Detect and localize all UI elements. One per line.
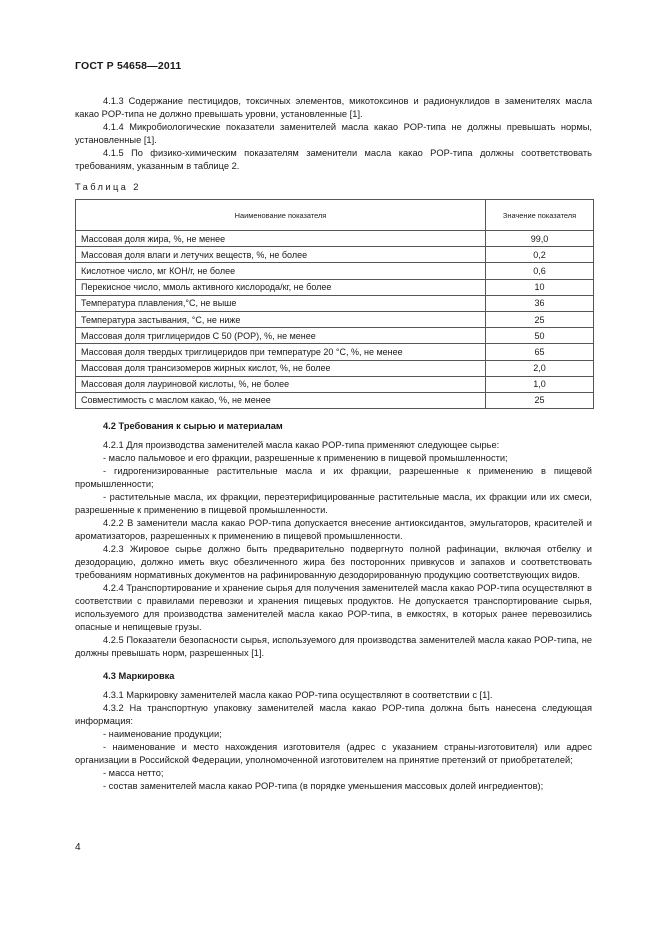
body-sections	[75, 420, 592, 793]
indicator-value: 0,2	[486, 247, 594, 263]
indicator-value: 50	[486, 328, 594, 344]
page-number: 4	[75, 842, 81, 853]
indicator-name: Кислотное число, мг КОН/г, не более	[76, 263, 486, 279]
indicator-name: Массовая доля трансизомеров жирных кислот, %, не более	[76, 360, 486, 376]
list-item: - масло пальмовое и его фракции, разрешенные к применению в пищевой промышленности;	[103, 453, 508, 463]
paragraph-4-2-2: 4.2.2 В заменители масла какао POP-типа допускается внесение антиоксидантов, эмульгаторов, красителей и ароматизаторов, разрешенных к применению в пищевой промышленности.	[75, 518, 592, 541]
table-row	[76, 231, 594, 247]
indicator-name: Массовая доля жира, %, не менее	[76, 231, 486, 247]
indicators-table	[75, 199, 594, 409]
column-header-name: Наименование показателя	[76, 200, 486, 231]
indicator-value: 36	[486, 295, 594, 311]
indicator-name: Массовая доля влаги и летучих веществ, %, не более	[76, 247, 486, 263]
table-row	[76, 392, 594, 408]
section-heading-4-2: 4.2 Требования к сырью и материалам	[103, 421, 283, 431]
indicator-name: Температура плавления,°С, не выше	[76, 295, 486, 311]
indicator-value: 1,0	[486, 376, 594, 392]
document-title: ГОСТ Р 54658—2011	[75, 60, 182, 72]
list-item: - наименование и место нахождения изготовителя (адрес с указанием страны-изготовителя) или адрес организации в Российской Федерации, уполномоченной изготовителем на принятие претензий от приобретателей;	[75, 742, 592, 765]
indicator-value: 0,6	[486, 263, 594, 279]
indicator-value: 25	[486, 392, 594, 408]
paragraph-4-3-1: 4.3.1 Маркировку заменителей масла какао POP-типа осуществляют в соответствии с [1].	[103, 690, 493, 700]
table-row	[76, 279, 594, 295]
list-item: - масса нетто;	[103, 768, 164, 778]
list-item: - состав заменителей масла какао POP-типа (в порядке уменьшения массовых долей ингредиентов);	[103, 781, 544, 791]
indicator-name: Массовая доля триглицеридов С 50 (POP), %, не менее	[76, 328, 486, 344]
section-heading-4-3: 4.3 Маркировка	[103, 671, 175, 681]
list-item: - наименование продукции;	[103, 729, 222, 739]
table-row	[76, 328, 594, 344]
indicator-name: Совместимость с маслом какао, %, не менее	[76, 392, 486, 408]
table-row	[76, 247, 594, 263]
indicator-name: Температура застывания, °С, не ниже	[76, 311, 486, 327]
paragraph-4-1-5: 4.1.5 По физико-химическим показателям заменители масла какао POP-типа должны соответствовать требованиям, указанным в таблице 2.	[75, 148, 592, 171]
indicator-name: Перекисное число, ммоль активного кислорода/кг, не более	[76, 279, 486, 295]
indicator-name: Массовая доля твердых триглицеридов при температуре 20 °С, %, не менее	[76, 344, 486, 360]
paragraph-4-1-3: 4.1.3 Содержание пестицидов, токсичных элементов, микотоксинов и радионуклидов в заменителях масла какао POP-типа не должно превышать уровни, установленные [1].	[75, 96, 592, 119]
table-row	[76, 376, 594, 392]
paragraph-4-2-5: 4.2.5 Показатели безопасности сырья, используемого для производства заменителей масла какао POP-типа, не должны превышать норм, разрешенных [1].	[75, 635, 592, 658]
table-row	[76, 263, 594, 279]
paragraph-4-1-4: 4.1.4 Микробиологические показатели заменителей масла какао POP-типа не должны превышать нормы, установленные [1].	[75, 122, 592, 145]
indicator-value: 65	[486, 344, 594, 360]
indicator-name: Массовая доля лауриновой кислоты, %, не более	[76, 376, 486, 392]
table-row	[76, 311, 594, 327]
table-header-row	[76, 200, 594, 231]
table-row	[76, 344, 594, 360]
column-header-value: Значение показателя	[486, 200, 594, 231]
paragraph-4-3-2: 4.3.2 На транспортную упаковку заменителей масла какао POP-типа должна быть нанесена следующая информация:	[75, 703, 592, 726]
paragraph-4-2-4: 4.2.4 Транспортирование и хранение сырья для получения заменителей масла какао POP-типа осуществляют в соответствии с правилами перевозки и хранения пищевых продуктов. Не допускается транспортирование сырья, используемого для производства заменителей масла какао POP-типа, в емкостях, в которых ранее перевозились опасные и непищевые грузы.	[75, 583, 592, 632]
indicator-value: 10	[486, 279, 594, 295]
table-row	[76, 360, 594, 376]
indicator-value: 25	[486, 311, 594, 327]
indicator-value: 2,0	[486, 360, 594, 376]
list-item: - гидрогенизированные растительные масла и их фракции, разрешенные к применению в пищевой промышленности;	[75, 466, 592, 489]
intro-section	[75, 95, 592, 173]
table-row	[76, 295, 594, 311]
indicator-value: 99,0	[486, 231, 594, 247]
list-item: - растительные масла, их фракции, переэтерифицированные растительные масла, их фракции или их смеси, разрешенные к применению в пищевой промышленности.	[75, 492, 592, 515]
paragraph-4-2-3: 4.2.3 Жировое сырье должно быть предварительно подвергнуто полной рафинации, включая отбелку и дезодорацию, должно иметь вкус обезличенного жира без посторонних привкусов и запахов и соответствовать требованиям нормативных документов на рафинированную дезодорированную продукцию соответствующих видов.	[75, 544, 592, 580]
table-caption: Таблица 2	[75, 182, 141, 192]
paragraph-4-2-1: 4.2.1 Для производства заменителей масла какао POP-типа применяют следующее сырье:	[103, 440, 500, 450]
